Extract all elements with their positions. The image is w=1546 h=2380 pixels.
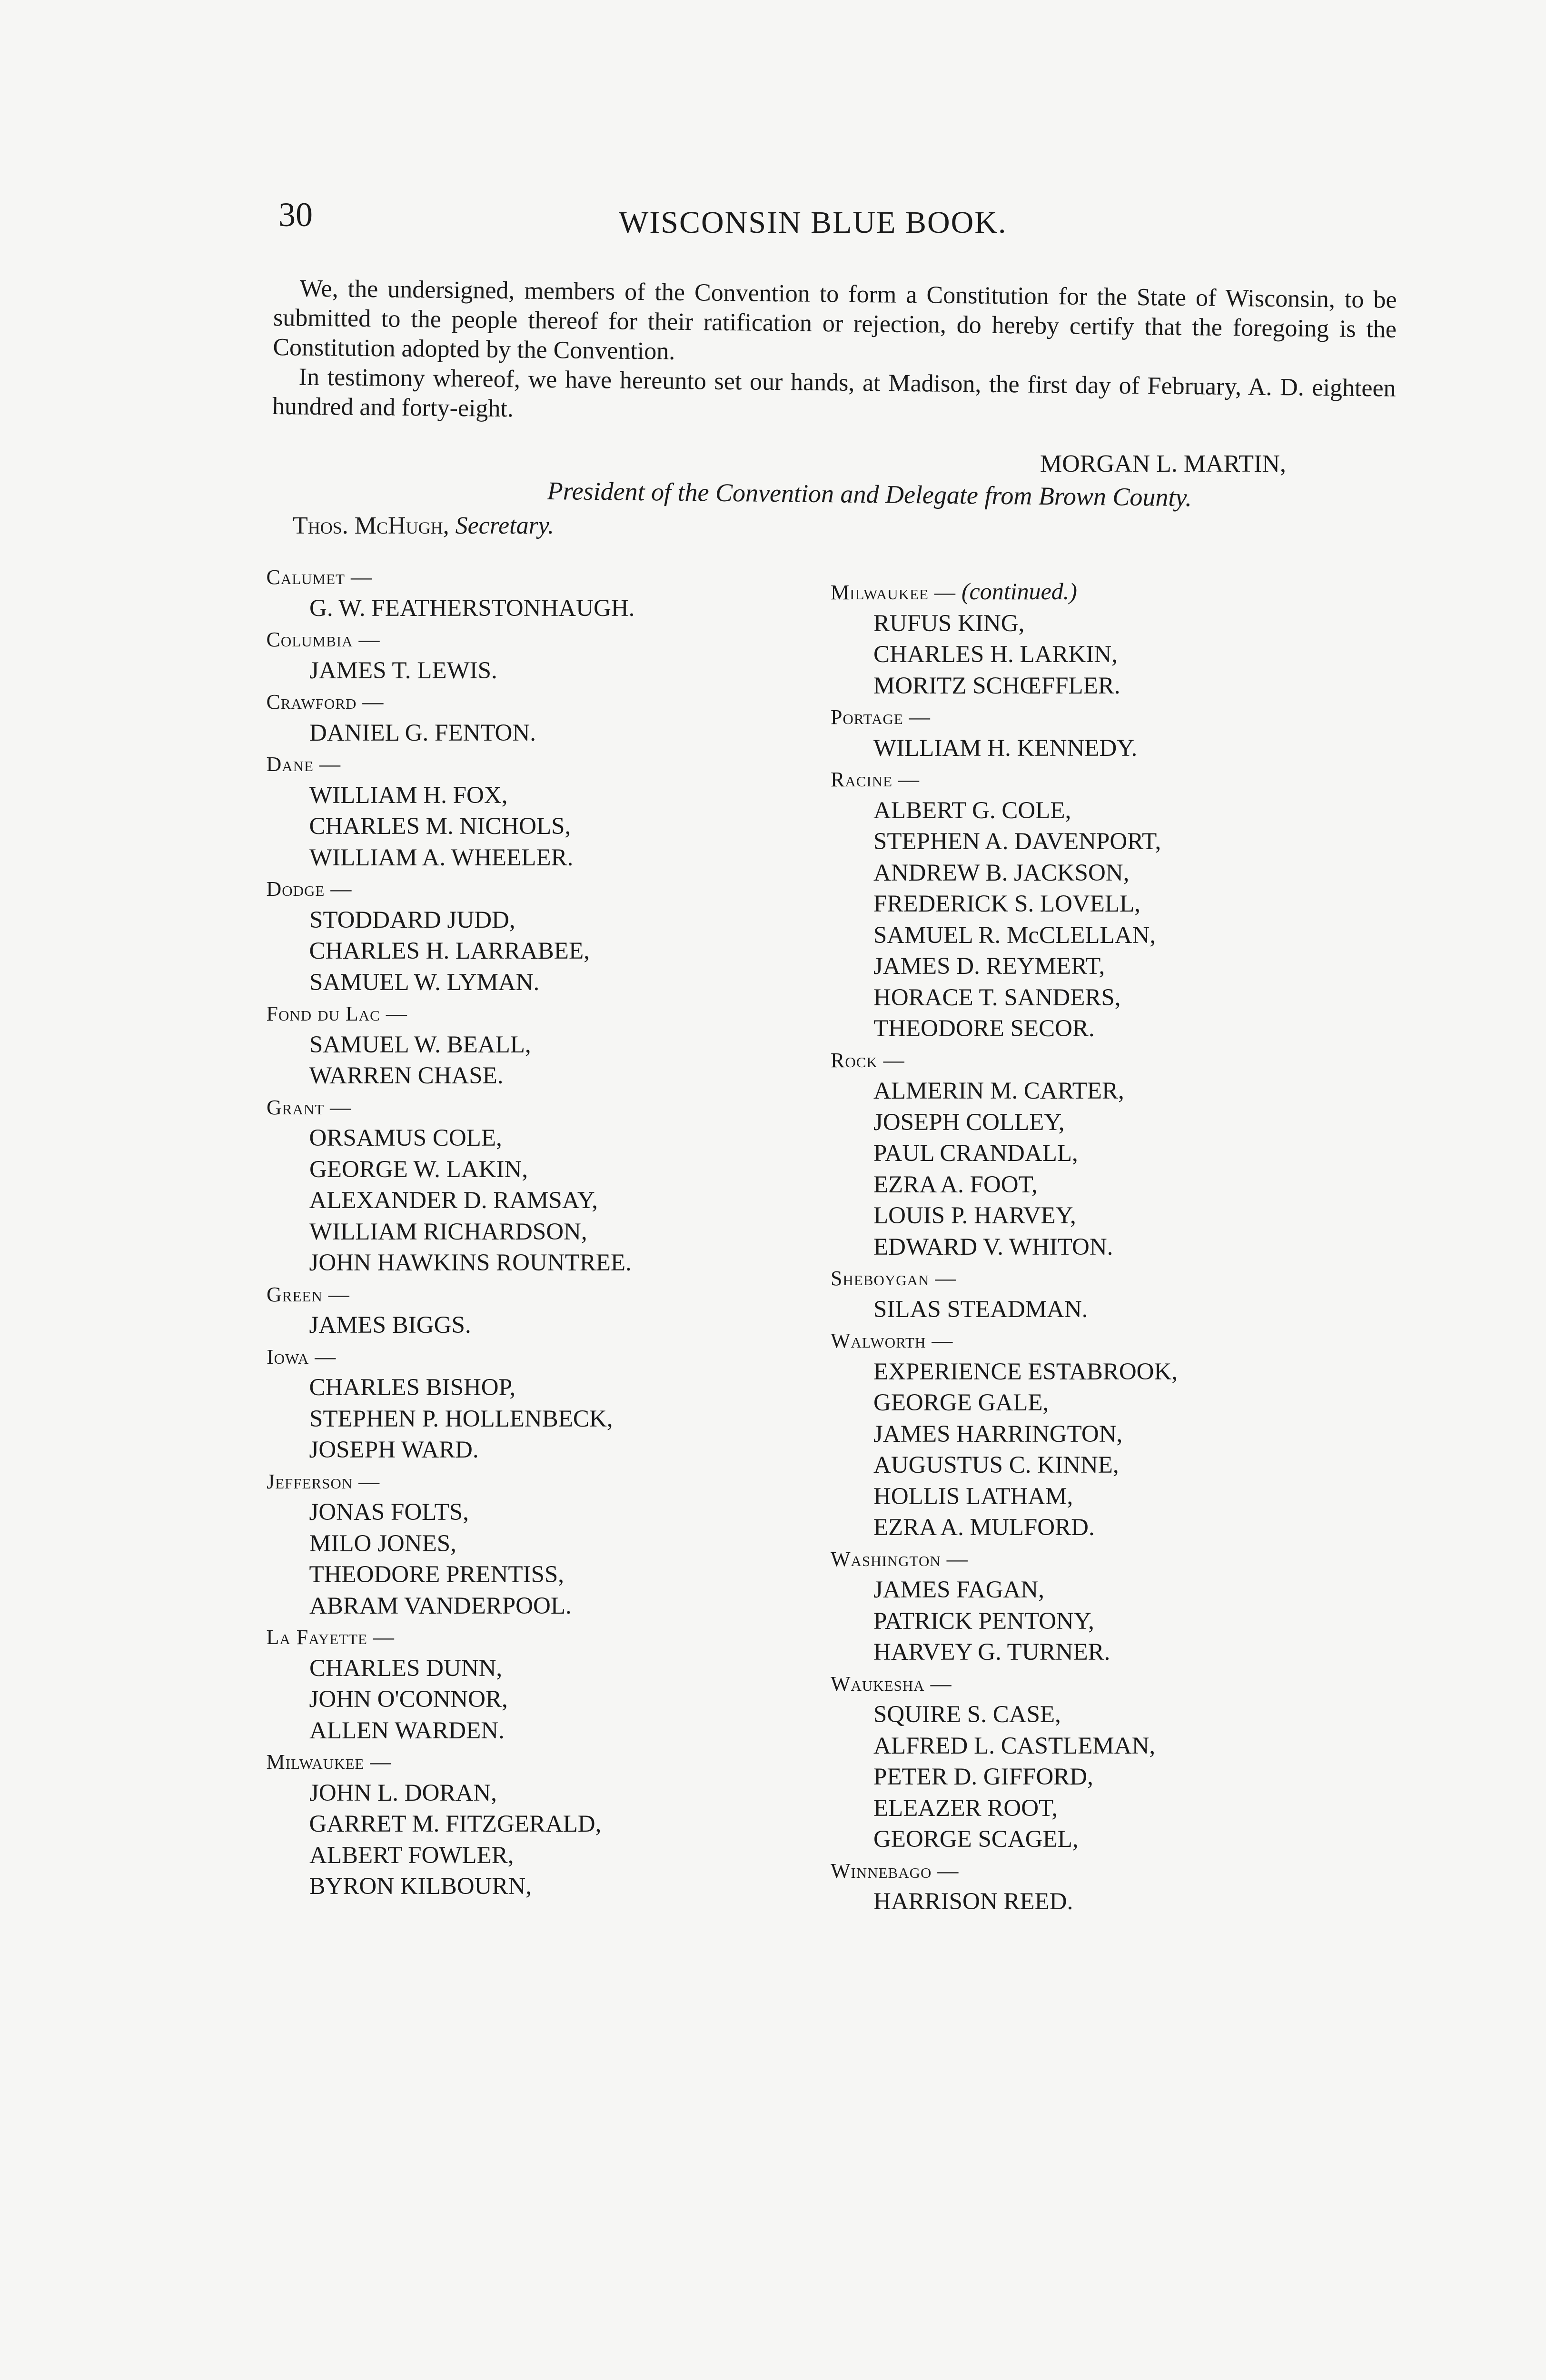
delegate-name: SILAS STEADMAN. xyxy=(873,1296,1088,1323)
county-heading xyxy=(831,1045,1178,1076)
delegate-name: STODDARD JUDD, xyxy=(309,906,515,933)
delegate-name: ABRAM VANDERPOOL. xyxy=(309,1592,572,1619)
county-name: Green — xyxy=(267,1282,350,1306)
delegate-name: CHARLES BISHOP, xyxy=(309,1374,516,1401)
county-name: La Fayette — xyxy=(266,1626,395,1649)
delegate-name: CHARLES M. NICHOLS, xyxy=(309,813,571,840)
delegate-name: THEODORE PRENTISS, xyxy=(309,1561,565,1588)
delegate-name: CHARLES DUNN, xyxy=(309,1655,503,1682)
delegate-name: HOLLIS LATHAM, xyxy=(873,1483,1073,1510)
delegate-name: JOHN O'CONNOR, xyxy=(309,1686,508,1713)
delegate-name: ALBERT G. COLE, xyxy=(873,797,1071,824)
county-heading xyxy=(267,1466,634,1497)
county-name: Washington — xyxy=(831,1547,968,1571)
county-heading xyxy=(831,702,1178,733)
delegate-name: PETER D. GIFFORD, xyxy=(873,1764,1093,1790)
delegate-name: AUGUSTUS C. KINNE, xyxy=(873,1452,1119,1478)
secretary-role: Secretary. xyxy=(455,512,555,539)
county-name: Dodge — xyxy=(266,877,352,901)
delegate-name: GEORGE W. LAKIN, xyxy=(309,1156,528,1183)
certification-paragraph: We, the undersigned, members of the Convention to form a Constitution for the State of Wisconsin, to be submitted to the people thereof for their ratification or rejection, do hereby certify that the foregoing is the Constitution adopted by the Convention. xyxy=(273,275,1397,365)
delegate-name: JOSEPH COLLEY, xyxy=(873,1109,1065,1136)
delegate-name: HARVEY G. TURNER. xyxy=(873,1639,1110,1666)
delegate-name: ORSAMUS COLE, xyxy=(309,1125,502,1151)
page-number: 30 xyxy=(278,196,313,234)
delegate-name: HARRISON REED. xyxy=(873,1888,1073,1915)
county-heading xyxy=(831,1855,1178,1887)
testimony-paragraph: In testimony whereof, we have hereunto set our hands, at Madison, the first day of February, A. D. eighteen hundred and forty-eight. xyxy=(272,363,1396,423)
county-name: Milwaukee — xyxy=(266,1750,392,1774)
certification-text xyxy=(272,274,1397,433)
delegate-name: CHARLES H. LARKIN, xyxy=(873,641,1118,668)
delegate-name: EDWARD V. WHITON. xyxy=(873,1233,1113,1260)
delegate-name: G. W. FEATHERSTONHAUGH. xyxy=(309,595,635,622)
president-name: MORGAN L. MARTIN, xyxy=(1040,450,1286,477)
county-note: (continued.) xyxy=(961,578,1077,605)
delegate-name: SQUIRE S. CASE, xyxy=(873,1701,1061,1728)
delegates-left-column xyxy=(267,562,634,1903)
delegate-name: JAMES BIGGS. xyxy=(309,1312,471,1339)
delegate-name: EZRA A. MULFORD. xyxy=(873,1514,1095,1541)
delegate-name: ALLEN WARDEN. xyxy=(309,1717,505,1744)
county-heading xyxy=(831,1544,1178,1575)
county-name: Calumet — xyxy=(266,565,372,589)
county-heading xyxy=(831,1325,1178,1357)
county-heading xyxy=(267,624,634,655)
delegate-name: ALMERIN M. CARTER, xyxy=(873,1078,1124,1104)
delegate-name: STEPHEN P. HOLLENBECK, xyxy=(309,1405,613,1432)
county-heading xyxy=(831,576,1178,608)
delegate-name: JAMES HARRINGTON, xyxy=(873,1420,1123,1448)
delegate-name: EZRA A. FOOT, xyxy=(873,1171,1038,1198)
county-heading xyxy=(267,686,634,718)
delegate-name: ALEXANDER D. RAMSAY, xyxy=(309,1187,598,1214)
county-heading xyxy=(267,749,634,780)
delegate-name: GEORGE GALE, xyxy=(873,1389,1049,1416)
county-heading xyxy=(267,1092,634,1123)
delegate-name: BYRON KILBOURN, xyxy=(309,1873,532,1900)
delegate-name: MILO JONES, xyxy=(309,1530,456,1557)
delegate-name: WILLIAM H. FOX, xyxy=(309,782,508,809)
delegate-name: WILLIAM H. KENNEDY. xyxy=(873,734,1138,762)
delegate-name: STEPHEN A. DAVENPORT, xyxy=(873,828,1161,855)
delegate-name: JOHN HAWKINS ROUNTREE. xyxy=(309,1250,632,1276)
delegate-name: ALBERT FOWLER, xyxy=(309,1842,514,1869)
county-name: Sheboygan — xyxy=(831,1267,957,1290)
secretary-name: Thos. McHugh, xyxy=(293,512,449,539)
county-name: Jefferson — xyxy=(267,1469,380,1493)
delegate-name: WARREN CHASE. xyxy=(309,1062,504,1089)
county-name: Columbia — xyxy=(266,628,380,651)
county-name: Waukesha — xyxy=(831,1672,952,1696)
delegate-name: JONAS FOLTS, xyxy=(309,1499,469,1526)
county-heading xyxy=(831,1263,1178,1294)
county-heading xyxy=(267,1341,634,1373)
delegate-name: PAUL CRANDALL, xyxy=(873,1140,1078,1167)
running-head-title: WISCONSIN BLUE BOOK. xyxy=(619,205,1007,240)
county-heading xyxy=(267,1746,634,1778)
delegate-name: FREDERICK S. LOVELL, xyxy=(873,891,1140,917)
delegate-name: ALFRED L. CASTLEMAN, xyxy=(873,1732,1156,1759)
county-name: Dane — xyxy=(266,753,341,776)
county-heading xyxy=(267,1622,634,1653)
county-name: Iowa — xyxy=(267,1345,337,1368)
delegate-name: WILLIAM A. WHEELER. xyxy=(309,844,574,871)
delegate-name: SAMUEL W. BEALL, xyxy=(309,1031,531,1058)
delegate-name: ANDREW B. JACKSON, xyxy=(873,859,1130,886)
delegate-name: RUFUS KING, xyxy=(873,610,1025,637)
county-name: Racine — xyxy=(831,768,920,791)
county-name: Portage — xyxy=(831,705,931,729)
delegates-right-column xyxy=(831,576,1178,1918)
delegate-name: DANIEL G. FENTON. xyxy=(309,719,536,746)
delegate-name: JAMES FAGAN, xyxy=(873,1577,1044,1603)
president-title: President of the Convention and Delegate from Brown County. xyxy=(547,476,1192,512)
delegate-name: CHARLES H. LARRABEE, xyxy=(309,938,590,964)
county-heading xyxy=(831,764,1178,795)
county-heading xyxy=(267,873,634,905)
delegate-name: MORITZ SCHŒFFLER. xyxy=(873,672,1120,699)
delegate-name: JOSEPH WARD. xyxy=(309,1437,479,1463)
delegate-name: PATRICK PENTONY, xyxy=(873,1607,1094,1635)
delegate-name: SAMUEL R. McCLELLAN, xyxy=(873,922,1156,949)
county-name: Rock — xyxy=(831,1048,905,1072)
delegate-name: SAMUEL W. LYMAN. xyxy=(309,969,540,996)
delegate-name: HORACE T. SANDERS, xyxy=(873,984,1121,1011)
delegate-name: GARRET M. FITZGERALD, xyxy=(309,1811,602,1837)
delegate-name: THEODORE SECOR. xyxy=(873,1015,1095,1042)
delegate-name: GEORGE SCAGEL, xyxy=(873,1826,1079,1853)
county-name: Walworth — xyxy=(831,1329,953,1352)
county-name: Grant — xyxy=(267,1095,352,1119)
delegate-name: JAMES D. REYMERT, xyxy=(873,953,1105,980)
county-heading xyxy=(267,562,634,593)
delegate-name: ELEAZER ROOT, xyxy=(873,1795,1058,1822)
delegate-name: WILLIAM RICHARDSON, xyxy=(309,1218,587,1245)
county-name: Milwaukee — xyxy=(831,581,961,604)
county-heading xyxy=(267,998,634,1030)
delegate-name: JOHN L. DORAN, xyxy=(309,1779,497,1806)
delegate-name: EXPERIENCE ESTABROOK, xyxy=(873,1358,1178,1385)
county-name: Crawford — xyxy=(266,690,384,714)
county-heading xyxy=(267,1279,634,1310)
secretary-line xyxy=(293,512,554,540)
county-name: Fond du Lac — xyxy=(266,1002,407,1025)
delegate-name: LOUIS P. HARVEY, xyxy=(873,1202,1076,1229)
county-name: Winnebago — xyxy=(831,1859,959,1883)
delegate-name: JAMES T. LEWIS. xyxy=(309,657,497,684)
county-heading xyxy=(831,1668,1178,1700)
